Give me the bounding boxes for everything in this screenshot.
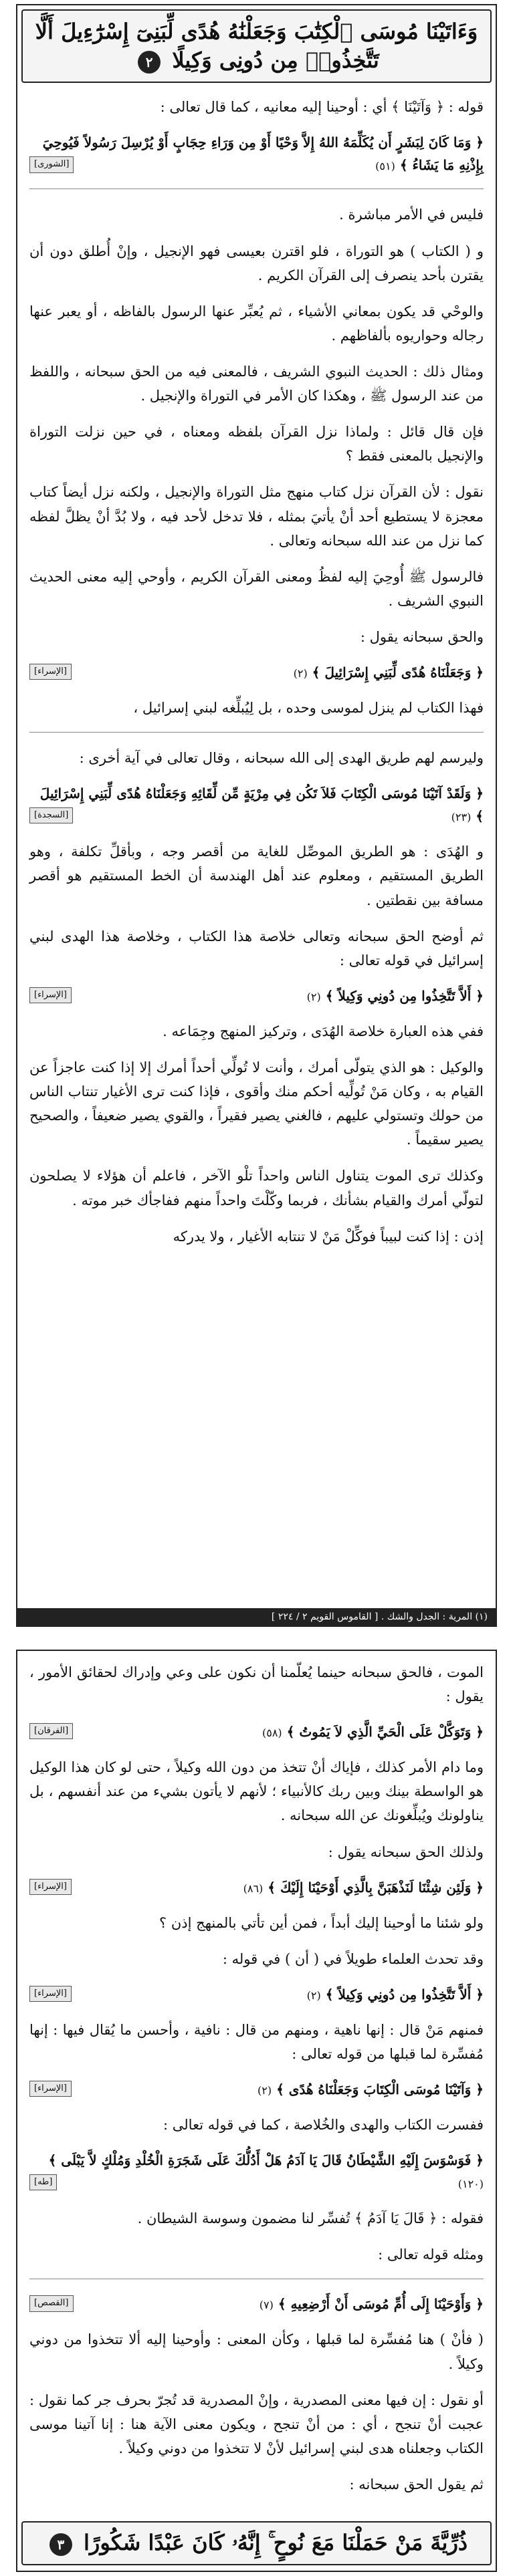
- header-verse-text: وَءَاتَيْنَا مُوسَى ٱلْكِتَٰبَ وَجَعَلْنَٰهُ هُدًى لِّبَنِىٓ إِسْرَٰٓءِيلَ أَلَّا تَتَّخِذُوا۟ مِن دُونِى وَكِيلًا: [35, 19, 478, 74]
- surah-label: [الإسراء]: [29, 987, 72, 1003]
- quote-verse-number: (٢٣): [451, 811, 472, 824]
- paragraph: فالرسول ﷺ أُوحِيَ إليه لفظُ ومعنى القرآن الكريم ، وأوحي إليه معنى الحديث النبوي الشريف .: [29, 568, 484, 609]
- surah-label: [الشورى]: [29, 156, 74, 172]
- quran-quote: [29, 1983, 484, 2006]
- paragraph: أو نقول : إن فيها معنى المصدرية ، وإنْ المصدرية قد تُجرّ بحرف جر كما نقول : عجبت أنْ تنجح ، أي : من أنْ تنجح ، ويكون معنى الآية هنا : إنا آتينا موسى الكتاب وجعلناه هدى لبني إسرائيل لأنْ لا تتخذوا من دوني وكيلاً .: [29, 2392, 484, 2456]
- quran-quote: [29, 985, 484, 1007]
- paragraph: ( فأنْ ) هنا مُفسِّرة لما قبلها ، وكأن المعنى : وأوحينا إليه ألا تتخذوا من دوني وكيلاً .: [29, 2331, 484, 2372]
- quote-text: ﴿ وَآتَيْنَا مُوسَى الْكِتَابَ وَجَعَلْنَاهُ هُدًى ﴾: [276, 2081, 484, 2098]
- paragraph: نقول : لأن القرآن نزل كتاب منهج مثل التوراة والإنجيل ، ولكنه نزل أيضاً كتاب معجزة لا يستطيع أحد أنْ يأتيَ بمثله ، فلا تدخل لأحد فيه ، ولا بُدَّ أنْ يظلَّ لفظه كما نزل من عند الله سبحانه وتعالى .: [29, 484, 484, 549]
- page-block-2: [16, 1650, 497, 2572]
- surah-label: [طه]: [29, 2174, 57, 2190]
- quote-text: ﴿ وَجَعَلْنَاهُ هُدًى لِّبَنِي إِسْرَائِيلَ ﴾: [312, 664, 484, 681]
- surah-label: [الفرقان]: [29, 1723, 73, 1739]
- quote-verse-number: (٢): [258, 2084, 272, 2097]
- quran-quote: [29, 782, 484, 827]
- quote-text: ﴿ وَلَقَدْ آتَيْنَا مُوسَى الْكِتَابَ فَلاَ تَكُن فِي مِرْيَةٍ مِّن لِّقَائِهِ وَجَعَلْنَاهُ هُدًى لِّبَنِي إِسْرَائِيلَ ﴾: [39, 785, 484, 825]
- paragraph: فليس في الأمر مباشرة .: [339, 207, 484, 223]
- quote-verse-number: (٢): [293, 667, 308, 680]
- quote-verse-number: (١٢٠): [457, 2178, 484, 2191]
- surah-label: [الإسراء]: [29, 664, 72, 680]
- paragraph: والحق سبحانه يقول :: [360, 629, 484, 646]
- paragraph: ومثله قوله تعالى :: [378, 2246, 484, 2263]
- paragraph: ولذلك الحق سبحانه يقول :: [328, 1843, 484, 1860]
- quran-quote: [29, 2293, 484, 2315]
- paragraph: ولو شئنا ما أوحينا إليك أبداً ، فمن أين تأتي بالمنهج إذن ؟: [159, 1914, 484, 1931]
- quran-quote: [29, 131, 484, 176]
- paragraph: فمنهم مَنْ قال : إنها ناهية ، ومنهم من قال : نافية ، وأحسن ما يُقال فيها : إنها مُفسِّرة لما قبلها من قوله تعالى :: [29, 2021, 484, 2062]
- paragraph: فقوله : ﴿ قَالَ يَا آدَمُ ﴾ تُفسِّر لنا مضمون وسوسة الشيطان .: [137, 2210, 484, 2227]
- quote-verse-number: (٥٨): [262, 1726, 282, 1740]
- paragraph: ثم يقول الحق سبحانه :: [349, 2476, 484, 2492]
- quote-verse-number: (٥١): [375, 160, 395, 173]
- paragraph: والوحْي قد يكون بمعاني الأشياء ، ثم يُعبِّر عنها الرسول بالفاظه ، أو يعبر عنها رجاله وحواريوه بألفاظهم .: [29, 303, 484, 344]
- quote-text: ﴿ وَلَئِن شِئْنَا لَنَذْهَبَنَّ بِالَّذِي أَوْحَيْنَا إِلَيْكَ ﴾: [268, 1879, 484, 1896]
- quote-verse-number: (٨٦): [243, 1882, 264, 1895]
- quran-quote: [29, 2078, 484, 2101]
- surah-label: [السجدة]: [29, 807, 73, 823]
- quran-quote: [29, 661, 484, 684]
- verse-number-badge: ٣: [49, 2533, 72, 2556]
- footnote-bar: [17, 1608, 496, 1626]
- paragraph: وما دام الأمر كذلك ، فإياك أنْ تتخذ من دون الله وكيلاً ، حتى لو كان هذا الوكيل هو الواسطة بينك وبين ربك كالأنبياء ؛ لأنهم لا يأتون بشيء من عند أنفسهم ، بل يناولونك ويُبلِّغونك عن الله سبحانه .: [29, 1759, 484, 1824]
- quote-text: ﴿ أَلاَّ تَتَّخِذُوا مِن دُونِي وَكِيلاً ﴾: [325, 1986, 484, 2003]
- separator: [29, 188, 484, 189]
- quote-text: ﴿ وَأَوْحَيْنَا إِلَى أُمِّ مُوسَى أَنْ أَرْضِعِيهِ ﴾: [278, 2296, 484, 2313]
- page-block-1: [16, 4, 497, 1627]
- separator: [29, 732, 484, 733]
- paragraph: و الهُدَى : هو الطريق الموصِّل للغاية من أقصر وجه ، وبأقلِّ تكلفة ، وهو الطريق المستقيم ، ومعلوم عند أهل الهندسة أن الخط المستقيم هو أقصر مسافة بين نقطتين .: [29, 844, 484, 908]
- footer-verse-text: ذُرِّيَّةَ مَنْ حَمَلْنَا مَعَ نُوحٍ ۚ إِنَّهُۥ كَانَ عَبْدًا شَكُورًا: [83, 2530, 468, 2556]
- paragraph: قوله : ﴿ وَآتَيْنَا ﴾ أي : أوحينا إليه معانيه ، كما قال تعالى :: [160, 99, 484, 116]
- quran-quote: [29, 1876, 484, 1899]
- paragraph: ومثال ذلك : الحديث النبوي الشريف ، فالمعنى فيه من الحق سبحانه ، واللفظ من عند الرسول ﷺ ، وهكذا كان الأمر في التوراة والإنجيل .: [29, 364, 484, 404]
- quran-quote: [29, 1720, 484, 1743]
- quran-quote: [29, 2149, 484, 2194]
- paragraph: و ( الكتاب ) هو التوراة ، فلو اقترن بعيسى فهو الإنجيل ، وإنْ أُطلق دون أن يقترن بأحد ينصرف إلى القرآن الكريم .: [29, 243, 484, 283]
- surah-label: [الإسراء]: [29, 2081, 72, 2097]
- quote-verse-number: (٧): [259, 2299, 274, 2312]
- paragraph: والوكيل : هو الذي يتولّى أمرك ، وأنت لا تُولِّي أحداً أمرك إلا إذا كنت عاجزاً عن القيام به ، وكان مَنْ تُولِّيه أحكم منك وأقوى ، فإذا كنت ترى الأغيار تنتاب الناس من حولك وتستولي عليهم ، فالغني يصير فقيراً ، والقوي يصير ضعيفاً ، والصحيح يصير سقيماً .: [29, 1059, 484, 1148]
- quote-verse-number: (٢): [306, 1988, 321, 2002]
- header-verse: [21, 9, 492, 83]
- verse-number-badge: ٢: [138, 51, 161, 74]
- paragraph: فإن قال قائل : ولماذا نزل القرآن بلفظه ومعناه ، في حين نزلت التوراة والإنجيل بالمعنى فقط ؟: [29, 424, 484, 465]
- footer-verse: [21, 2521, 492, 2565]
- surah-label: [الإسراء]: [29, 1879, 72, 1895]
- surah-label: [القصص]: [29, 2295, 74, 2311]
- footnote-text: (١) المرية : الجدل والشك . [ القاموس القويم ٢ / ٢٢٤ ]: [271, 1612, 488, 1622]
- quote-text: ﴿ أَلاَّ تَتَّخِذُوا مِن دُونِي وَكِيلاً ﴾: [325, 987, 484, 1004]
- paragraph: ثم أوضح الحق سبحانه وتعالى خلاصة هذا الكتاب ، وخلاصة هذا الهدى لبني إسرائيل في قوله تعالى :: [29, 928, 484, 969]
- surah-label: [الإسراء]: [29, 1986, 72, 2002]
- quote-text: ﴿ وَمَا كَانَ لِبَشَرٍ أَن يُكَلِّمَهُ اللهُ إِلاَّ وَحْيًا أَوْ مِن وَرَاءِ حِجَابٍ أَوْ يُرْسِلَ رَسُولاً فَيُوحِيَ بِإِذْنِهِ مَا يَشَاءُ ﴾: [42, 134, 484, 174]
- paragraph: إذن : إذا كنت لبيباً فوكِّلْ مَنْ لا تنتابه الأغيار ، ولا يدركه: [173, 1228, 484, 1245]
- paragraph: فهذا الكتاب لم ينزل لموسى وحده ، بل لِيُبلِّغه لبني إسرائيل ،: [133, 700, 484, 717]
- quote-verse-number: (٢): [306, 990, 321, 1003]
- paragraph: الموت ، فالحق سبحانه حينما يُعلّمنا أن نكون على وعي وإدراك لحقائق الأمور ، يقول :: [29, 1664, 484, 1705]
- paragraph: وكذلك ترى الموت يتناول الناس واحداً تلْو الآخر ، فاعلم أن هؤلاء لا يصلحون لتولّي أمرك والقيام بشأنك ، فربما وكّلْتَ واحداً منهم ففاجأك خبر موته .: [29, 1168, 484, 1208]
- quote-text: ﴿ فَوَسْوَسَ إِلَيْهِ الشَّيْطَانُ قَالَ يَا آدَمُ هَلْ أَدُلُّكَ عَلَى شَجَرَةِ الْخُلْدِ وَمُلْكٍ لاَّ يَبْلَى ﴾: [48, 2152, 484, 2169]
- paragraph: ففي هذه العبارة خلاصة الهُدَى ، وتركيز المنهج وجِمَاعه .: [163, 1023, 484, 1039]
- paragraph: ففسرت الكتاب والهدى والخُلاصة ، كما في قوله تعالى :: [163, 2117, 484, 2134]
- paragraph: وقد تحدث العلماء طويلاً في ( أن ) في قوله :: [222, 1950, 484, 1967]
- paragraph: وليرسم لهم طريق الهدى إلى الله سبحانه ، وقال تعالى في آية أخرى :: [79, 750, 484, 767]
- quote-text: ﴿ وَتَوَكَّلْ عَلَى الْحَيِّ الَّذِي لاَ يَمُوتُ ﴾: [286, 1724, 484, 1741]
